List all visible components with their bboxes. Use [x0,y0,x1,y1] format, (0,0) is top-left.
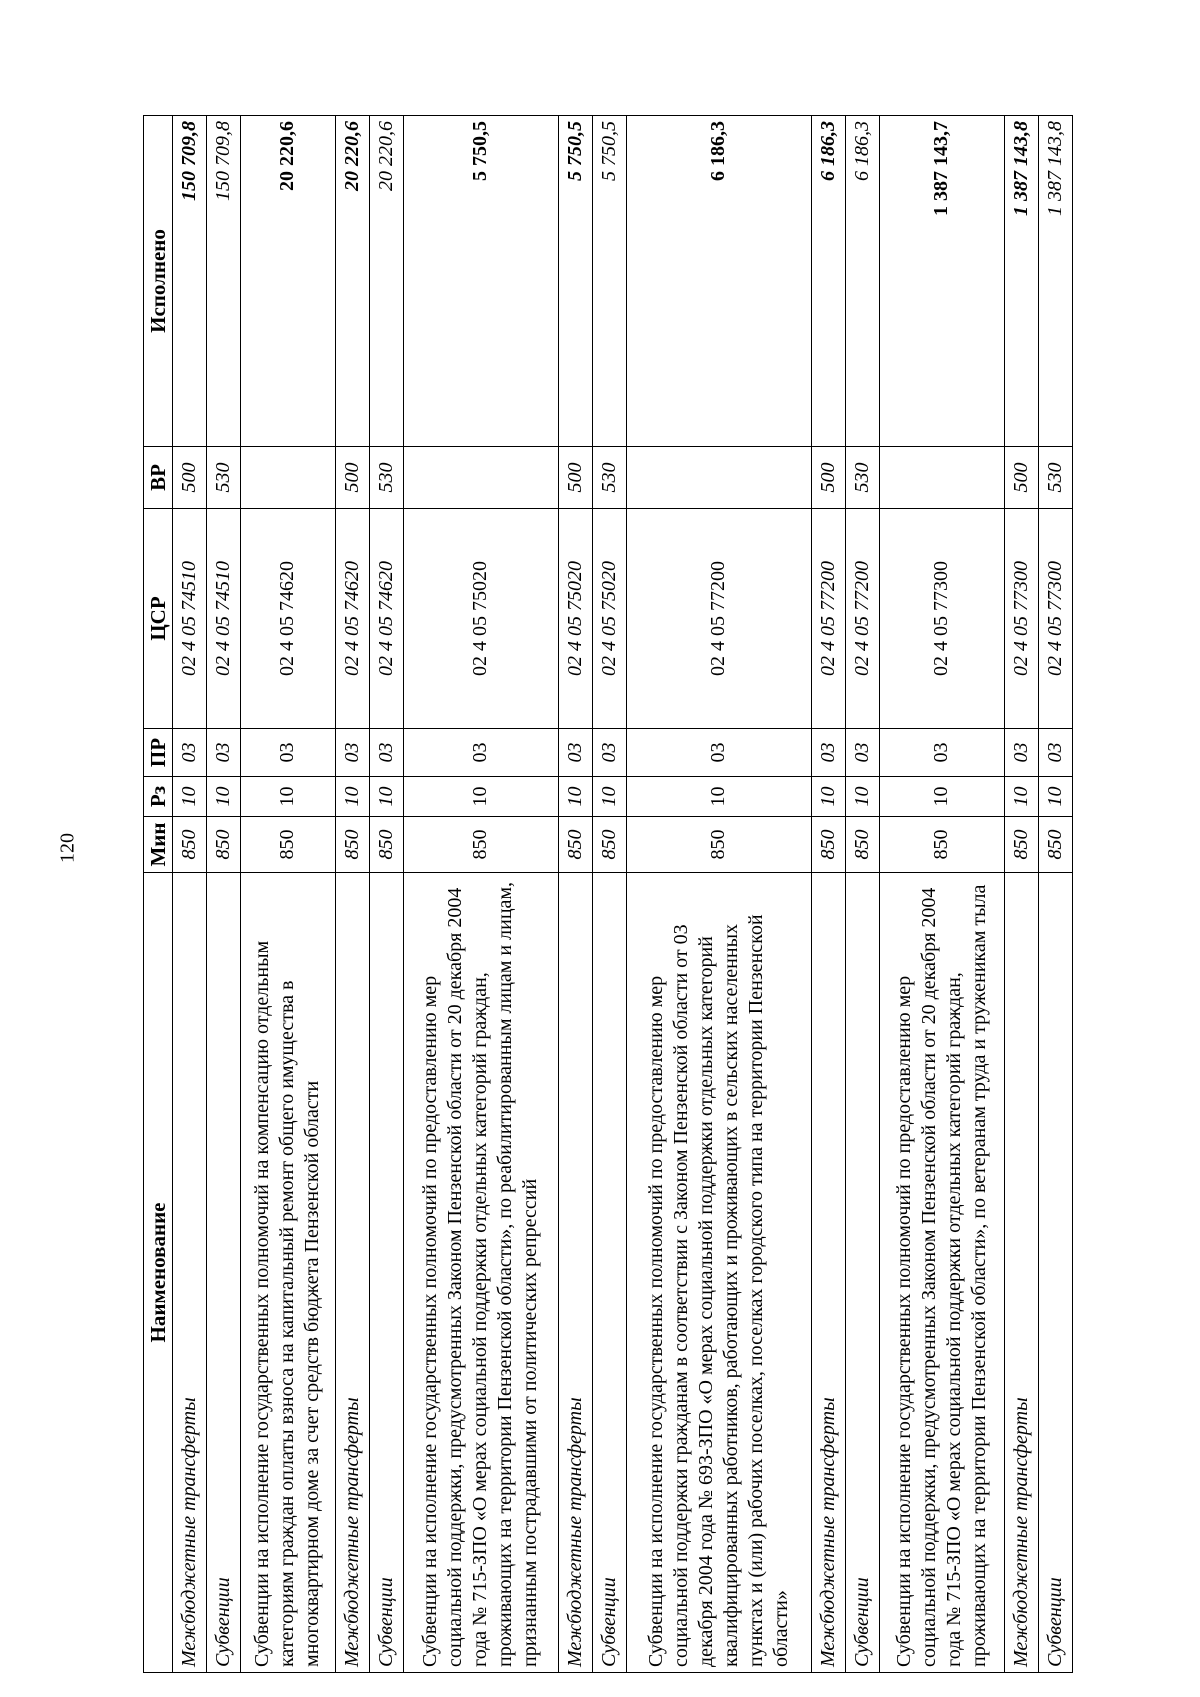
cell-vr: 500 [173,447,207,509]
cell-vr: 500 [335,447,369,509]
cell-min: 850 [846,817,880,873]
header-pr: ПР [144,729,173,777]
cell-rz: 10 [335,777,369,817]
cell-name: Межбюджетные трансферты [1004,873,1038,1673]
cell-csr: 02 4 05 77200 [626,509,812,729]
cell-pr: 03 [207,729,241,777]
cell-pr: 03 [173,729,207,777]
cell-pr: 03 [369,729,403,777]
cell-name: Субвенции [846,873,880,1673]
cell-vr: 530 [846,447,880,509]
cell-name: Субвенции на исполнение государственных полномочий по предоставлению мер социальной поддержки, предусмотренных Законом Пензенской области от 20 декабря 2004 года № 715-ЗПО «О мерах социальной поддержки отдельных категорий граждан, проживающих на территории Пензенской области», по реабилитированным лицам и лицам, признанным пострадавшими от политических репрессий [403,873,558,1673]
cell-rz: 10 [592,777,626,817]
cell-vr [880,447,1005,509]
cell-min: 850 [207,817,241,873]
cell-done: 6 186,3 [812,116,846,447]
cell-min: 850 [558,817,592,873]
cell-pr: 03 [403,729,558,777]
cell-csr: 02 4 05 74510 [207,509,241,729]
cell-pr: 03 [1038,729,1072,777]
cell-csr: 02 4 05 75020 [592,509,626,729]
cell-csr: 02 4 05 77200 [846,509,880,729]
table-row [626,116,812,1673]
cell-done: 5 750,5 [403,116,558,447]
cell-pr: 03 [558,729,592,777]
cell-min: 850 [626,817,812,873]
cell-vr: 530 [1038,447,1072,509]
cell-done: 6 186,3 [846,116,880,447]
cell-pr: 03 [812,729,846,777]
cell-done: 20 220,6 [335,116,369,447]
cell-name: Субвенции [592,873,626,1673]
cell-rz: 10 [880,777,1005,817]
cell-csr: 02 4 05 75020 [403,509,558,729]
cell-pr: 03 [626,729,812,777]
header-done: Исполнено [144,116,173,447]
cell-rz: 10 [403,777,558,817]
cell-name: Субвенции на исполнение государственных полномочий на компенсацию отдельным категориям граждан оплаты взноса на капитальный ремонт общего имущества в многоквартирном доме за счет средств бюджета Пензенской области [241,873,336,1673]
table-row [403,116,558,1673]
cell-min: 850 [173,817,207,873]
cell-min: 850 [1038,817,1072,873]
cell-csr: 02 4 05 74620 [241,509,336,729]
rotated-page [143,116,1073,1673]
table-row [592,116,626,1673]
table-row [812,116,846,1673]
table-row [369,116,403,1673]
cell-pr: 03 [592,729,626,777]
cell-done: 5 750,5 [592,116,626,447]
cell-name: Субвенции [1038,873,1072,1673]
cell-min: 850 [880,817,1005,873]
header-min: Мин [144,817,173,873]
cell-name: Субвенции [207,873,241,1673]
cell-min: 850 [812,817,846,873]
cell-vr: 500 [558,447,592,509]
table-row [335,116,369,1673]
cell-done: 20 220,6 [241,116,336,447]
cell-vr: 530 [369,447,403,509]
cell-done: 1 387 143,7 [880,116,1005,447]
cell-done: 1 387 143,8 [1004,116,1038,447]
cell-vr: 530 [207,447,241,509]
cell-done: 5 750,5 [558,116,592,447]
table-header-row [144,116,173,1673]
cell-pr: 03 [880,729,1005,777]
cell-rz: 10 [846,777,880,817]
cell-min: 850 [241,817,336,873]
cell-csr: 02 4 05 74620 [369,509,403,729]
cell-csr: 02 4 05 77300 [880,509,1005,729]
cell-name: Межбюджетные трансферты [335,873,369,1673]
table-row [880,116,1005,1673]
cell-vr [241,447,336,509]
table-body [173,116,1073,1673]
cell-pr: 03 [241,729,336,777]
cell-name: Межбюджетные трансферты [812,873,846,1673]
table-row [173,116,207,1673]
header-vr: ВР [144,447,173,509]
table-row [1038,116,1072,1673]
budget-table [143,115,1073,1673]
cell-csr: 02 4 05 74620 [335,509,369,729]
table-row [1004,116,1038,1673]
header-name: Наименование [144,873,173,1673]
cell-rz: 10 [173,777,207,817]
cell-min: 850 [369,817,403,873]
cell-done: 150 709,8 [207,116,241,447]
cell-rz: 10 [207,777,241,817]
cell-csr: 02 4 05 75020 [558,509,592,729]
cell-min: 850 [403,817,558,873]
cell-min: 850 [335,817,369,873]
cell-done: 150 709,8 [173,116,207,447]
cell-min: 850 [592,817,626,873]
page-number: 120 [56,833,79,863]
table-row [558,116,592,1673]
table-row [241,116,336,1673]
cell-done: 1 387 143,8 [1038,116,1072,447]
cell-pr: 03 [846,729,880,777]
table-row [207,116,241,1673]
cell-vr: 530 [592,447,626,509]
cell-vr [403,447,558,509]
cell-vr: 500 [812,447,846,509]
cell-rz: 10 [812,777,846,817]
cell-rz: 10 [626,777,812,817]
cell-name: Субвенции на исполнение государственных полномочий по предоставлению мер социальной поддержки, предусмотренных Законом Пензенской области от 20 декабря 2004 года № 715-ЗПО «О мерах социальной поддержки отдельных категорий граждан, проживающих на территории Пензенской области», по ветеранам труда и труженикам тыла [880,873,1005,1673]
cell-done: 6 186,3 [626,116,812,447]
cell-vr [626,447,812,509]
cell-vr: 500 [1004,447,1038,509]
header-csr: ЦСР [144,509,173,729]
cell-rz: 10 [241,777,336,817]
table-row [846,116,880,1673]
cell-csr: 02 4 05 77300 [1038,509,1072,729]
cell-done: 20 220,6 [369,116,403,447]
cell-name: Межбюджетные трансферты [173,873,207,1673]
cell-rz: 10 [1004,777,1038,817]
cell-rz: 10 [558,777,592,817]
cell-min: 850 [1004,817,1038,873]
cell-name: Субвенции [369,873,403,1673]
cell-pr: 03 [1004,729,1038,777]
cell-name: Межбюджетные трансферты [558,873,592,1673]
cell-pr: 03 [335,729,369,777]
cell-csr: 02 4 05 74510 [173,509,207,729]
header-rz: Рз [144,777,173,817]
cell-csr: 02 4 05 77300 [1004,509,1038,729]
cell-rz: 10 [1038,777,1072,817]
cell-name: Субвенции на исполнение государственных полномочий по предоставлению мер социальной поддержки гражданам в соответствии с Законом Пензенской области от 03 декабря 2004 года № 693-ЗПО «О мерах социальной поддержки отдельных категорий квалифицированных работников, работающих и проживающих в сельских населенных пунктах и (или) рабочих поселках, поселках городского типа на территории Пензенской области» [626,873,812,1673]
cell-rz: 10 [369,777,403,817]
cell-csr: 02 4 05 77200 [812,509,846,729]
